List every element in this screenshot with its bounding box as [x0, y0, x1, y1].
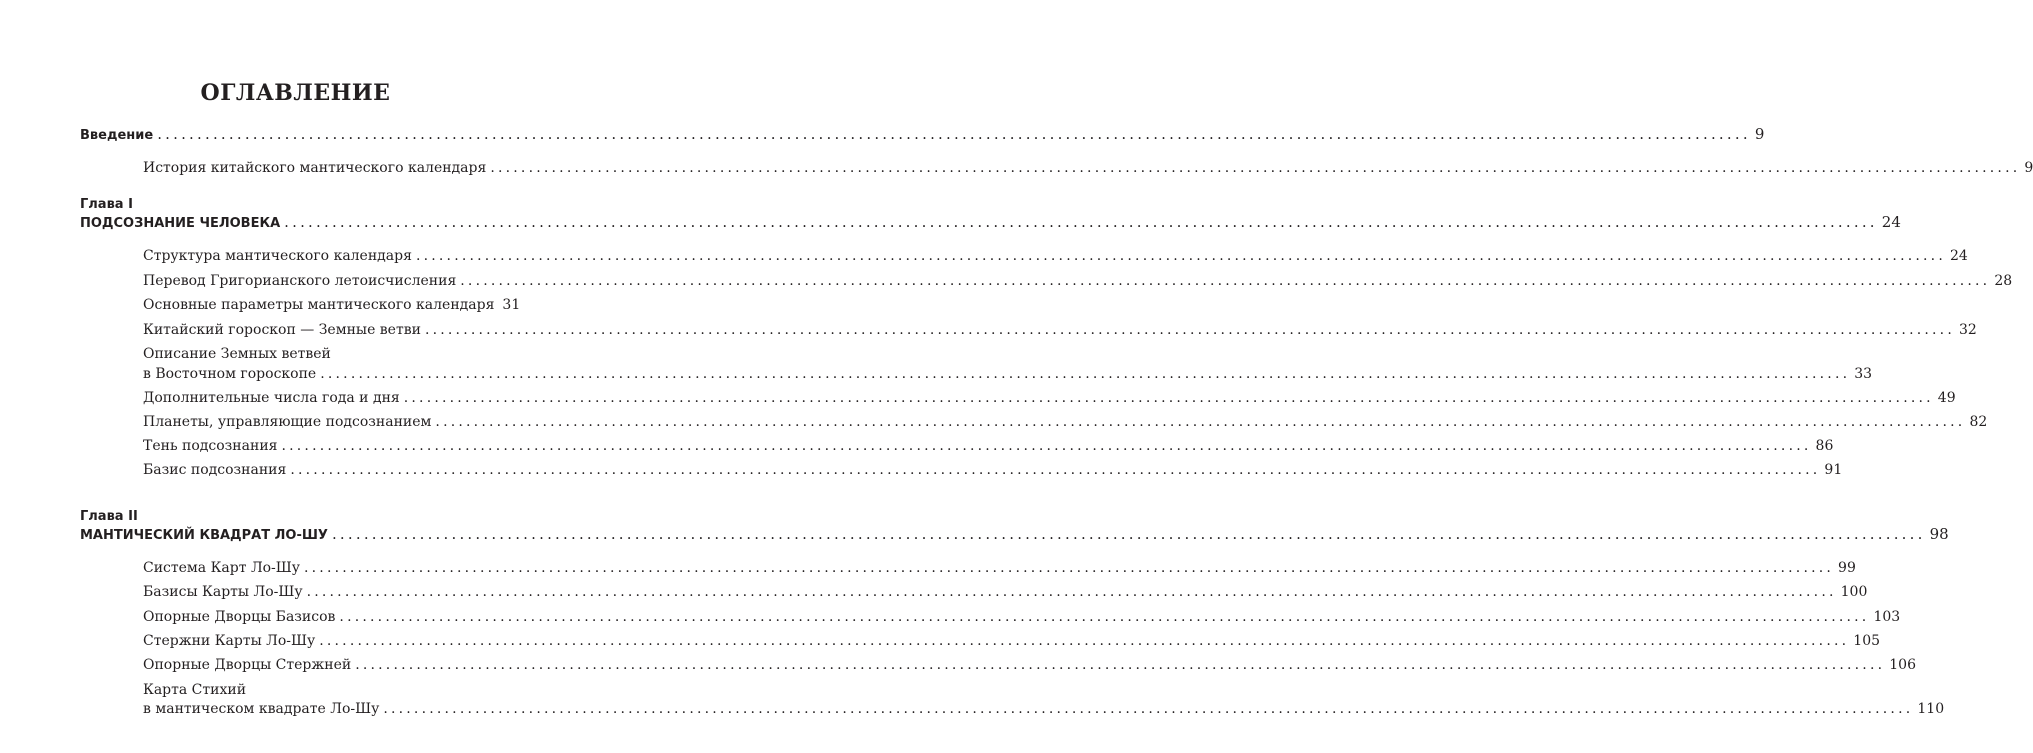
page-number: 49 — [1937, 390, 1956, 406]
page-number: 31 — [502, 297, 521, 313]
toc-entry[interactable] — [143, 609, 1901, 625]
dot-leader: ........................................................................................................................................................................................................ — [320, 366, 1851, 382]
toc-entry-title: История китайского мантического календаря — [143, 160, 487, 176]
toc-entry-title: Базисы Карты Ло-Шу — [143, 584, 303, 600]
toc-entry[interactable] — [143, 462, 1843, 478]
dot-leader: ........................................................................................................................................................................................................ — [304, 560, 1835, 576]
toc-entry[interactable] — [143, 160, 2033, 176]
dot-leader: ........................................................................................................................................................................................................ — [339, 609, 1870, 625]
toc-entry[interactable] — [143, 322, 1977, 338]
page-number: 86 — [1815, 438, 1834, 454]
dot-leader: ........................................................................................................................................................................................................ — [383, 701, 1914, 717]
page-number: 9 — [1754, 125, 1765, 143]
dot-leader: ........................................................................................................................................................................................................ — [284, 213, 1878, 231]
page-number: 24 — [1949, 248, 1968, 264]
toc-entry[interactable] — [143, 366, 1873, 382]
dot-leader: ........................................................................................................................................................................................................ — [424, 322, 1955, 338]
toc-entry-title: Дополнительные числа года и дня — [143, 390, 400, 406]
toc-entry[interactable] — [143, 414, 1988, 430]
page-number: 82 — [1969, 414, 1988, 430]
toc-entry-title-line1: Карта Стихий — [143, 682, 247, 698]
page-number: 9 — [2024, 160, 2033, 176]
toc-entry-intro[interactable] — [80, 125, 1765, 143]
toc-entry-title: Стержни Карты Ло-Шу — [143, 633, 316, 649]
toc-entry[interactable] — [143, 657, 1916, 673]
toc-entry[interactable] — [143, 273, 2013, 289]
toc-entry-title: Система Карт Ло-Шу — [143, 560, 300, 576]
page-title: ОГЛАВЛЕНИЕ — [200, 80, 391, 106]
page-number: 106 — [1889, 657, 1916, 673]
toc-entry-title: Опорные Дворцы Базисов — [143, 609, 336, 625]
dot-leader: ........................................................................................................................................................................................................ — [331, 525, 1926, 543]
page-number: 28 — [1994, 273, 2013, 289]
toc-entry[interactable] — [143, 584, 1868, 600]
page-number: 24 — [1881, 213, 1901, 231]
toc-entry-title: Введение — [80, 128, 154, 143]
toc-entry-title: Планеты, управляющие подсознанием — [143, 414, 432, 430]
toc-entry[interactable] — [143, 248, 1968, 264]
dot-leader: ........................................................................................................................................................................................................ — [319, 633, 1850, 649]
toc-entry-title: в Восточном гороскопе — [143, 366, 317, 382]
toc-entry-title: Китайский гороскоп — Земные ветви — [143, 322, 421, 338]
dot-leader: ........................................................................................................................................................................................................ — [157, 125, 1751, 143]
page-number: 105 — [1853, 633, 1881, 649]
page-number: 100 — [1840, 584, 1868, 600]
toc-entry-title: Структура мантического календаря — [143, 248, 412, 264]
toc-entry[interactable] — [143, 438, 1834, 454]
page-number: 99 — [1838, 560, 1856, 576]
toc-entry-title: ПОДСОЗНАНИЕ ЧЕЛОВЕКА — [80, 216, 281, 231]
chapter-label: Глава I — [80, 197, 133, 212]
page-number: 110 — [1917, 701, 1945, 717]
toc-entry-chapter[interactable] — [80, 213, 1901, 231]
dot-leader: ........................................................................................................................................................................................................ — [403, 390, 1934, 406]
page-number: 103 — [1873, 609, 1901, 625]
toc-entry-title: Основные параметры мантического календаря — [143, 297, 495, 313]
dot-leader: ........................................................................................................................................................................................................ — [281, 438, 1812, 454]
dot-leader: ........................................................................................................................................................................................................ — [306, 584, 1837, 600]
toc-entry-title: Базис подсознания — [143, 462, 287, 478]
toc-entry[interactable] — [143, 633, 1881, 649]
chapter-label: Глава II — [80, 509, 138, 524]
dot-leader: ........................................................................................................................................................................................................ — [460, 273, 1991, 289]
toc-entry[interactable] — [143, 701, 1945, 717]
dot-leader: ........................................................................................................................................................................................................ — [290, 462, 1821, 478]
dot-leader: ........................................................................................................................................................................................................ — [490, 160, 2021, 176]
page-number: 33 — [1854, 366, 1873, 382]
page-number: 98 — [1929, 525, 1949, 543]
toc-entry-title-line1: Описание Земных ветвей — [143, 346, 331, 362]
page-number: 91 — [1824, 462, 1843, 478]
dot-leader: ........................................................................................................................................................................................................ — [355, 657, 1886, 673]
toc-entry-title: в мантическом квадрате Ло-Шу — [143, 701, 380, 717]
toc-entry-title: Перевод Григорианского летоисчисления — [143, 273, 457, 289]
dot-leader: ........................................................................................................................................................................................................ — [435, 414, 1966, 430]
dot-leader: ........................................................................................................................................................................................................ — [415, 248, 1946, 264]
toc-entry[interactable] — [143, 390, 1956, 406]
toc-entry-title: МАНТИЧЕСКИЙ КВАДРАТ ЛО-ШУ — [80, 528, 328, 543]
page-number: 32 — [1958, 322, 1977, 338]
toc-entry-chapter[interactable] — [80, 525, 1949, 543]
toc-entry-title: Опорные Дворцы Стержней — [143, 657, 352, 673]
toc-entry[interactable] — [143, 297, 521, 313]
toc-entry-title: Тень подсознания — [143, 438, 278, 454]
toc-entry[interactable] — [143, 560, 1856, 576]
